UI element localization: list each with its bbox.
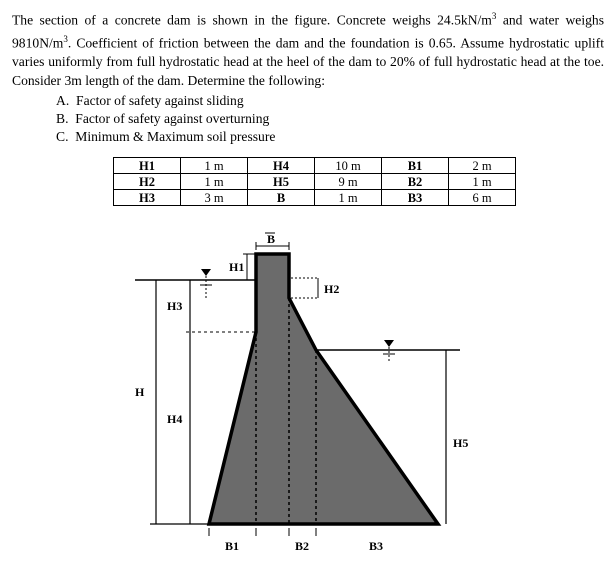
label-h: H (135, 385, 145, 399)
label-h4: H4 (167, 412, 183, 426)
label-h2: H2 (324, 282, 340, 296)
task-item-b: B. Factor of safety against overturning (56, 111, 270, 126)
superscript-3: 3 (63, 33, 68, 44)
table-row: H1 1 m H4 10 m B1 2 m (114, 158, 516, 174)
label-b: B (267, 232, 276, 246)
table-row: H3 3 m B 1 m B3 6 m (114, 190, 516, 206)
label-b3: B3 (369, 539, 384, 553)
task-item-c: C. Minimum & Maximum soil pressure (56, 129, 276, 144)
label-h1: H1 (229, 260, 245, 274)
water-level-icon (200, 269, 212, 298)
superscript-3: 3 (491, 11, 497, 21)
water-level-icon (383, 340, 395, 362)
problem-statement: The section of a concrete dam is shown in the figure. Concrete weighs $24.5kN/m^3$ and water weighs $9810N/m^3$. Coefficient of friction between the dam and the foundation is 0.65. Assume hydrostatic uplift varies uniformly from full hydrostatic head at the heel of the dam to 20% of full hydrostatic head at the toe. Consider 3m length of the dam. Determine the following: (12, 11, 604, 89)
label-b2: B2 (295, 539, 310, 553)
task-item-a: A. Factor of safety against sliding (56, 93, 244, 108)
label-h5: H5 (453, 436, 469, 450)
label-h3: H3 (167, 299, 183, 313)
table-row: H2 1 m H5 9 m B2 1 m (114, 174, 516, 190)
label-b1: B1 (225, 539, 240, 553)
